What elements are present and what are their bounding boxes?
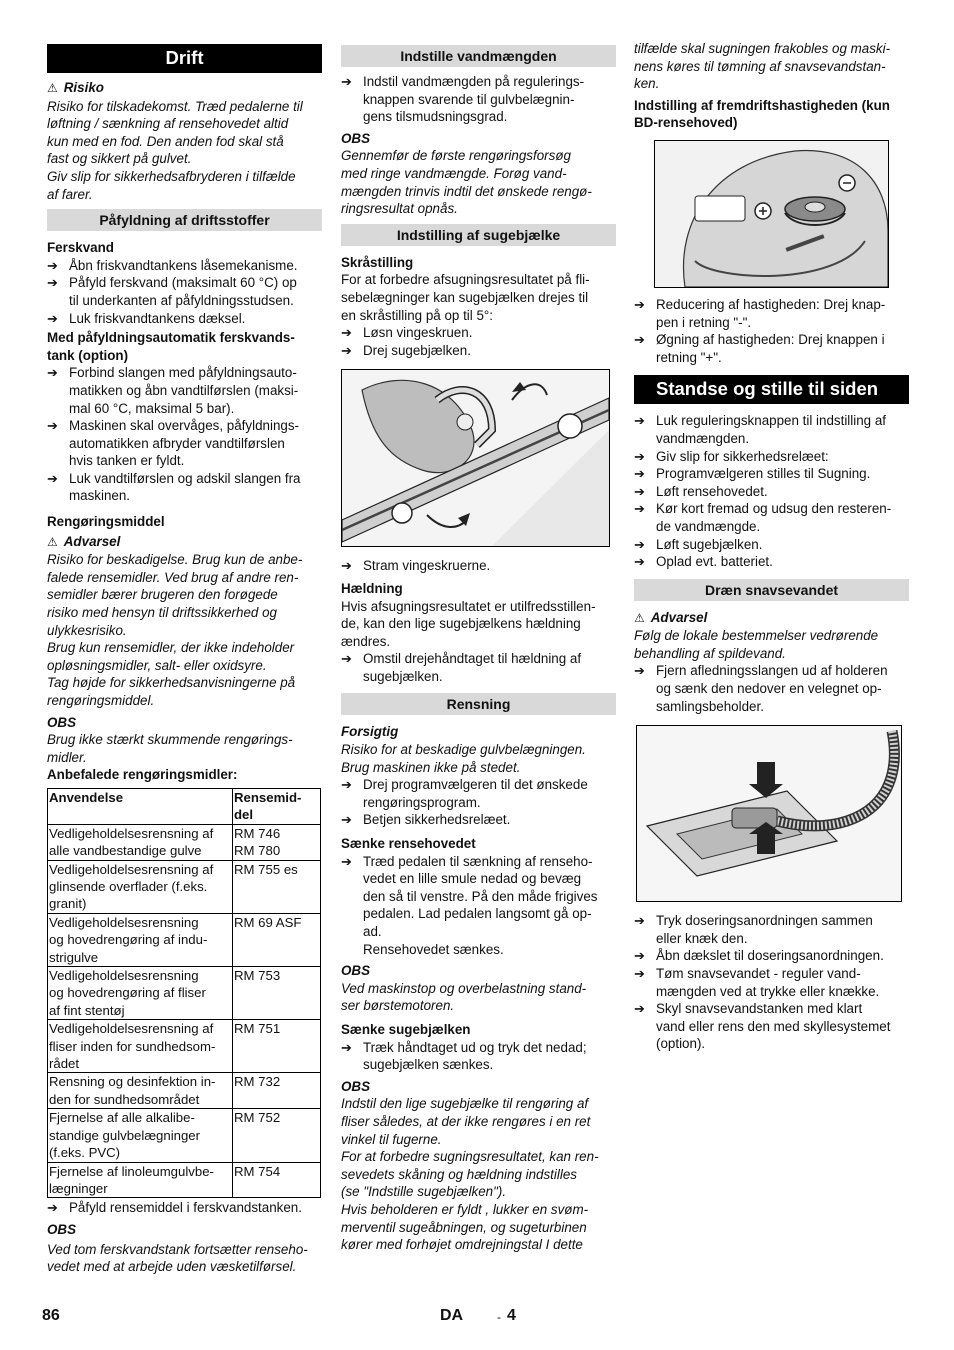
text-line: af farer.: [47, 186, 93, 202]
table-row: [48, 1020, 321, 1073]
text-line: Vedligeholdelsesrensning af: [49, 861, 214, 877]
text-line: opløsningsmidler, salt- eller oxidsyre.: [47, 657, 267, 673]
text-line: kører med forhøjet omdrejningstal I dette: [341, 1237, 583, 1253]
text-line: Programvælgeren stilles til Sugning.: [656, 466, 871, 482]
text-line: og hovedrengøring af indu-: [49, 932, 208, 948]
subsection-title-refill: Påfyldning af driftsstoffer: [47, 209, 322, 231]
arrow-icon: ➔: [47, 1200, 58, 1216]
table-cell: [233, 967, 321, 1020]
warning-triangle-icon: ⚠: [634, 610, 645, 625]
text-line: merventil sugeåbningen, og sugeturbinen: [341, 1219, 587, 1235]
text-line: gens tilsmudsningsgrad.: [363, 109, 508, 125]
list-item: [634, 553, 909, 571]
text-line: Giv slip for sikkerhedsafbryderen i tilfælde: [47, 168, 296, 184]
warning-triangle-icon: ⚠: [47, 534, 58, 549]
text-line: Skyl snavsevandstanken med klart: [656, 1001, 863, 1017]
text-line: Giv slip for sikkerhedsrelæet:: [656, 448, 829, 464]
text-line: den for sundhedsområdet: [49, 1091, 200, 1107]
text-line: (f.eks. PVC): [49, 1145, 121, 1161]
text-line: midler.: [47, 749, 87, 765]
list-item: [634, 947, 909, 965]
table-row: [48, 824, 321, 860]
text-line: RM 753: [234, 968, 281, 984]
text-line: Åbn friskvandtankens låsemekanisme.: [69, 257, 298, 273]
arrow-icon: ➔: [634, 466, 645, 482]
arrow-icon: ➔: [634, 332, 645, 348]
arrow-icon: ➔: [341, 777, 352, 793]
arrow-icon: ➔: [47, 275, 58, 291]
subsection-title-drain: Dræn snavsevandet: [634, 579, 909, 601]
list-item: [634, 448, 909, 466]
text-line: Løsn vingeskruen.: [363, 325, 473, 341]
arrow-icon: ➔: [47, 365, 58, 381]
drain-hose-figure: [636, 725, 902, 902]
subsection-title-squeegee: Indstilling af sugebjælke: [341, 224, 616, 246]
table-cell: [233, 1020, 321, 1073]
table-cell: [48, 1020, 233, 1073]
text-line: standige gulvbelægninger: [49, 1127, 201, 1143]
heading-auto-fill: [47, 329, 322, 364]
text-line: til underkanten af påfyldningsstudsen.: [69, 292, 294, 308]
text-line: Med påfyldningsautomatik ferskvands-: [47, 330, 295, 346]
text-line: Ved tom ferskvandstank fortsætter renseho-: [47, 1241, 308, 1257]
auto-fill-list: [47, 364, 322, 505]
table-header-row: [48, 788, 321, 824]
text-line: Forbind slangen med påfyldningsauto-: [69, 365, 297, 381]
table-cell: [233, 860, 321, 913]
text-line: granit): [49, 896, 87, 912]
after-table-list: [47, 1199, 322, 1217]
text-line: Hvis afsugningsresultatet er utilfredsstillen-: [341, 598, 596, 614]
text-line: ringsresultat opnås.: [341, 201, 458, 217]
table-row: [48, 1162, 321, 1198]
drain-after-list: [634, 912, 909, 1053]
text-line: glinsende overflader (f.eks.: [49, 879, 208, 894]
arrow-icon: ➔: [634, 413, 645, 429]
text-line: Tag højde for sikkerhedsanvisningerne på: [47, 675, 296, 691]
squeegee-figure: [341, 369, 610, 547]
text-line: Træd pedalen til sænkning af renseho-: [363, 853, 593, 869]
text-line: vand eller rens den med skyllesystemet: [656, 1018, 891, 1034]
arrow-icon: ➔: [47, 418, 58, 434]
text-line: fliser inden for sundhedsom-: [49, 1038, 216, 1054]
text-line: mal 60 °C, maksimal 5 bar).: [69, 400, 235, 416]
text-line: Øgning af hastigheden: Drej knappen i: [656, 332, 885, 348]
text-line: sebelægninger kan sugebjælken drejes til: [341, 289, 589, 305]
text-line: Fjernelse af alle alkalibe-: [49, 1110, 195, 1126]
text-line: del: [234, 807, 254, 823]
subsection-title-cleaning: Rensning: [341, 693, 616, 715]
page-number: 86: [42, 1307, 60, 1324]
note-heading-2: OBS: [47, 1221, 77, 1237]
text-line: fliser således, at der ikke rengøres i en ret: [341, 1113, 591, 1129]
text-line: hvis tanken er fyldt.: [69, 453, 185, 469]
text-line: mængden trinvis indtil det ønskede rengø-: [341, 183, 592, 199]
table-row: [48, 1073, 321, 1109]
section-title-stop: Standse og stille til siden: [634, 375, 909, 404]
text-line: Brug maskinen ikke på stedet.: [341, 759, 521, 775]
text-line: Fjernelse af linoleumgulvbe-: [49, 1163, 214, 1179]
arrow-icon: ➔: [341, 853, 352, 869]
text-line: Reducering af hastigheden: Drej knap-: [656, 296, 886, 312]
arrow-icon: ➔: [634, 448, 645, 464]
text-line: Indstilling af fremdriftshastigheden (kun: [634, 97, 890, 113]
text-line: de, kan den lige sugebjælkens hældning: [341, 616, 581, 632]
table-cell: [48, 913, 233, 966]
text-line: af fint stentøj: [49, 1002, 125, 1018]
text-line: Betjen sikkerhedsrelæet.: [363, 812, 511, 828]
heading-detergent: Rengøringsmiddel: [47, 514, 165, 530]
column-3: [634, 40, 909, 1053]
arrow-icon: ➔: [634, 948, 645, 964]
speed-knob-figure: [654, 140, 889, 288]
text-line: Drej sugebjælken.: [363, 342, 471, 358]
text-line: RM 732: [234, 1074, 281, 1090]
list-item: [634, 500, 909, 535]
arrow-icon: ➔: [634, 483, 645, 499]
text-line: (se "Indstille sugebjælken").: [341, 1184, 507, 1200]
text-line: Åbn dækslet til doseringsanordningen.: [656, 948, 884, 964]
warning-heading: ⚠ Advarsel: [634, 609, 708, 625]
slope-text: [341, 598, 616, 651]
speed-list: [634, 296, 909, 366]
text-line: ser børstemotoren.: [341, 998, 455, 1014]
text-line: Hvis beholderen er fyldt , lukker en svøm-: [341, 1201, 589, 1217]
text-line: maskinen.: [69, 488, 131, 504]
text-line: Risiko for tilskadekomst. Træd pedalerne til: [47, 98, 303, 114]
text-line: ken.: [634, 76, 660, 92]
text-line: matikken og åbn vandtilførslen (maksi-: [69, 382, 299, 398]
text-line: ændres.: [341, 633, 391, 649]
list-item: [341, 853, 616, 959]
heading-slope: Hældning: [341, 580, 403, 596]
text-line: sugebjælken sænkes.: [363, 1057, 494, 1073]
text-line: rådet: [49, 1056, 80, 1072]
text-line: RM 752: [234, 1110, 281, 1126]
tilt-text: [341, 271, 616, 324]
text-line: sugebjælken.: [363, 668, 443, 684]
lower-head-list: [341, 853, 616, 959]
table-cell: [233, 1109, 321, 1162]
text-line: (option).: [656, 1036, 706, 1052]
text-line: Anvendelse: [49, 789, 124, 805]
continued-text: [634, 40, 909, 93]
arrow-icon: ➔: [341, 558, 352, 574]
list-item: [634, 331, 909, 366]
text-line: Brug kun rensemidler, der ikke indeholder: [47, 640, 295, 656]
arrow-icon: ➔: [634, 663, 645, 679]
list-item: [341, 776, 616, 811]
text-line: Rensehovedet sænkes.: [363, 941, 504, 957]
table-cell: [48, 788, 233, 824]
list-item: [47, 257, 322, 275]
language-code: DA: [440, 1307, 464, 1324]
text-line: pen i retning "-".: [656, 314, 752, 330]
drain-list: [634, 662, 909, 715]
text-line: For at forbedre sugningsresultatet, kan ren-: [341, 1149, 599, 1165]
stop-list: [634, 412, 909, 570]
text-line: vandmængden.: [656, 430, 750, 446]
note-heading-2: OBS: [341, 963, 371, 979]
section-title-drift: Drift: [47, 44, 322, 73]
text-line: de vandmængde.: [656, 518, 761, 534]
text-line: For at forbedre afsugningsresultatet på fli-: [341, 272, 590, 288]
list-item: [47, 417, 322, 470]
heading-speed: [634, 97, 909, 132]
text-line: pedalen. Lad pedalen langsomt gå op-: [363, 906, 592, 922]
text-line: alle vandbestandige gulve: [49, 843, 202, 859]
text-line: semidler bærer brugeren den forøgede: [47, 587, 278, 603]
arrow-icon: ➔: [47, 257, 58, 273]
list-item: [634, 912, 909, 947]
text-line: Træk håndtaget ud og tryk det nedad;: [363, 1039, 587, 1055]
text-line: Luk vandtilførslen og adskil slangen fra: [69, 470, 301, 486]
slope-list: [341, 650, 616, 685]
text-line: tank (option): [47, 347, 129, 363]
subsection-title-water: Indstille vandmængden: [341, 45, 616, 67]
arrow-icon: ➔: [634, 966, 645, 982]
note-text-2: [47, 1241, 322, 1276]
text-line: Gennemfør de første rengøringsforsøg: [341, 148, 571, 164]
text-line: nens køres til tømning af snavsevandstan-: [634, 58, 886, 74]
text-line: vedet en lille smule nedad og bevæg: [363, 871, 582, 887]
heading-freshwater: Ferskvand: [47, 240, 114, 256]
arrow-icon: ➔: [341, 342, 352, 358]
list-item: [634, 465, 909, 483]
table-cell: [48, 967, 233, 1020]
text-line: sevedets skåning og hældning indstilles: [341, 1166, 577, 1182]
text-line: Luk friskvandtankens dæksel.: [69, 310, 246, 326]
list-item: [341, 73, 616, 126]
list-item: [47, 470, 322, 505]
text-line: RM 69 ASF: [234, 914, 302, 930]
note-heading: OBS: [47, 714, 77, 730]
text-line: Følg de lokale bestemmelser vedrørende: [634, 628, 879, 644]
text-line: RM 754: [234, 1163, 281, 1179]
text-line: fast og sikkert på gulvet.: [47, 151, 192, 167]
arrow-icon: ➔: [341, 651, 352, 667]
text-line: en skråstilling på op til 5°:: [341, 307, 493, 323]
text-line: Oplad evt. batteriet.: [656, 554, 773, 570]
list-item: [341, 557, 616, 575]
column-1: [47, 44, 322, 1276]
text-line: automatikken afbryder vandtilførslen: [69, 435, 285, 451]
list-item: [341, 811, 616, 829]
list-item: [341, 650, 616, 685]
arrow-icon: ➔: [341, 74, 352, 89]
text-line: samlingsbeholder.: [656, 698, 764, 714]
text-line: rengøringsprogram.: [363, 794, 481, 810]
cleaning-list: [341, 776, 616, 829]
text-line: Rensning og desinfektion in-: [49, 1074, 216, 1090]
list-item: [47, 1199, 322, 1217]
table-cell: [48, 824, 233, 860]
text-line: Vedligeholdelsesrensning af: [49, 1021, 214, 1037]
text-line: risiko med hensyn til driftssikkerhed og: [47, 605, 277, 621]
text-line: Påfyld rensemiddel i ferskvandstanken.: [69, 1200, 302, 1216]
text-line: retning "+".: [656, 349, 722, 365]
arrow-icon: ➔: [634, 1001, 645, 1017]
text-line: RM 780: [234, 843, 281, 859]
arrow-icon: ➔: [634, 296, 645, 312]
text-line: og hovedrengøring af fliser: [49, 985, 206, 1001]
heading-recommended: Anbefalede rengøringsmidler:: [47, 767, 238, 783]
list-item: [341, 1039, 616, 1074]
text-line: og sænk den nedover en velegnet op-: [656, 681, 882, 697]
arrow-icon: ➔: [634, 501, 645, 517]
text-line: Kør kort fremad og udsug den resteren-: [656, 501, 892, 517]
water-list: [341, 73, 616, 126]
text-line: Indstil vandmængden på regulerings-: [363, 74, 585, 89]
list-item: [47, 310, 322, 328]
table-cell: [48, 1109, 233, 1162]
text-line: Brug ikke stærkt skummende rengørings-: [47, 732, 293, 748]
list-item: [634, 965, 909, 1000]
text-line: RM 746: [234, 825, 281, 841]
note-heading: OBS: [341, 130, 371, 146]
text-line: rengøringsmiddel.: [47, 693, 155, 708]
text-line: Vedligeholdelsesrensning af: [49, 825, 214, 841]
warning-text: [634, 627, 909, 662]
text-line: Drej programvælgeren til det ønskede: [363, 777, 588, 793]
arrow-icon: ➔: [634, 554, 645, 570]
table-cell: [233, 788, 321, 824]
text-line: RM 755 es: [234, 861, 298, 877]
list-item: [634, 483, 909, 501]
warning-text: [47, 551, 322, 709]
note-text: [341, 147, 616, 217]
text-line: Løft rensehovedet.: [656, 483, 768, 499]
column-2: [341, 44, 616, 1254]
arrow-icon: ➔: [341, 325, 352, 341]
text-line: vinkel til fugerne.: [341, 1131, 442, 1147]
text-line: med ringe vandmængde. Forøg vand-: [341, 165, 567, 181]
heading-lower-squeegee: Sænke sugebjælken: [341, 1021, 471, 1037]
footer-dash: -: [497, 1310, 501, 1324]
text-line: tilfælde skal sugningen frakobles og maski-: [634, 41, 891, 56]
arrow-icon: ➔: [634, 536, 645, 552]
list-item: [634, 536, 909, 554]
caution-heading: Forsigtig: [341, 724, 399, 740]
text-line: kun med en fod. Den anden fod skal stå: [47, 133, 284, 149]
note-text-3: [341, 1095, 616, 1253]
text-line: Løft sugebjælken.: [656, 536, 763, 552]
after-figure-list: [341, 557, 616, 575]
list-item: [634, 412, 909, 447]
text-line: mængden ved at trykke eller knække.: [656, 983, 880, 999]
table-cell: [233, 824, 321, 860]
risk-text: [47, 98, 322, 204]
tilt-list: [341, 324, 616, 359]
table-cell: [233, 1073, 321, 1109]
arrow-icon: ➔: [341, 812, 352, 828]
text-line: vedet med at arbejde uden væsketilførsel.: [47, 1259, 297, 1275]
note-text: [47, 731, 322, 766]
risk-heading: ⚠ Risiko: [47, 80, 104, 95]
text-line: Omstil drejehåndtaget til hældning af: [363, 651, 582, 667]
table-cell: [48, 1162, 233, 1198]
text-line: Vedligeholdelsesrensning: [49, 914, 199, 930]
freshwater-list: [47, 257, 322, 327]
text-line: løftning / sænkning af rensehovedet altid: [47, 116, 289, 132]
table-cell: [48, 860, 233, 913]
text-line: Vedligeholdelsesrensning: [49, 968, 199, 984]
text-line: Tøm snavsevandet - reguler vand-: [656, 966, 861, 982]
arrow-icon: ➔: [47, 310, 58, 326]
list-item: [341, 342, 616, 360]
detergent-table: [47, 788, 321, 1198]
list-item: [634, 662, 909, 715]
lower-squeegee-list: [341, 1039, 616, 1074]
arrow-icon: ➔: [341, 1039, 352, 1055]
text-line: Tryk doseringsanordningen sammen: [656, 913, 873, 929]
caution-text: [341, 741, 616, 776]
text-line: Risiko for at beskadige gulvbelægningen.: [341, 742, 586, 758]
text-line: ad.: [363, 924, 382, 939]
text-line: ulykkesrisiko.: [47, 622, 127, 638]
warning-triangle-icon: ⚠: [47, 81, 58, 95]
text-line: Indstil den lige sugebjælke til rengøring af: [341, 1096, 589, 1112]
table-row: [48, 1109, 321, 1162]
arrow-icon: ➔: [47, 470, 58, 486]
list-item: [47, 274, 322, 309]
table-row: [48, 967, 321, 1020]
text-line: Påfyld ferskvand (maksimalt 60 °C) op: [69, 275, 297, 291]
text-line: RM 751: [234, 1021, 281, 1037]
heading-tilt: Skråstilling: [341, 254, 414, 270]
text-line: den så til venstre. På den måde frigives: [363, 888, 598, 904]
text-line: Luk reguleringsknappen til indstilling af: [656, 413, 887, 429]
arrow-icon: ➔: [634, 913, 645, 929]
table-cell: [233, 1162, 321, 1198]
text-line: falede rensemidler. Ved brug af andre ren-: [47, 569, 299, 585]
text-line: Risiko for beskadigelse. Brug kun de anbe-: [47, 552, 303, 568]
text-line: Ved maskinstop og overbelastning stand-: [341, 980, 587, 996]
text-line: strigulve: [49, 949, 99, 965]
text-line: behandling af spildevand.: [634, 645, 786, 661]
list-item: [341, 324, 616, 342]
table-row: [48, 860, 321, 913]
text-line: BD-rensehoved): [634, 115, 738, 131]
note-text-2: [341, 980, 616, 1015]
text-line: Maskinen skal overvåges, påfyldnings-: [69, 418, 299, 434]
text-line: knappen svarende til gulvbelægnin-: [363, 91, 575, 107]
text-line: Stram vingeskruerne.: [363, 558, 491, 574]
text-line: Rensemid-: [234, 789, 302, 805]
list-item: [47, 364, 322, 417]
table-row: [48, 913, 321, 966]
warning-heading: ⚠ Advarsel: [47, 533, 121, 549]
text-line: Fjern afledningsslangen ud af holderen: [656, 663, 888, 679]
table-cell: [233, 913, 321, 966]
text-line: eller knæk den.: [656, 930, 748, 946]
text-line: lægninger: [49, 1180, 108, 1196]
list-item: [634, 296, 909, 331]
section-number: 4: [507, 1307, 516, 1324]
note-heading-3: OBS: [341, 1078, 371, 1094]
list-item: [634, 1000, 909, 1053]
table-cell: [48, 1073, 233, 1109]
heading-lower-head: Sænke rensehovedet: [341, 836, 476, 852]
